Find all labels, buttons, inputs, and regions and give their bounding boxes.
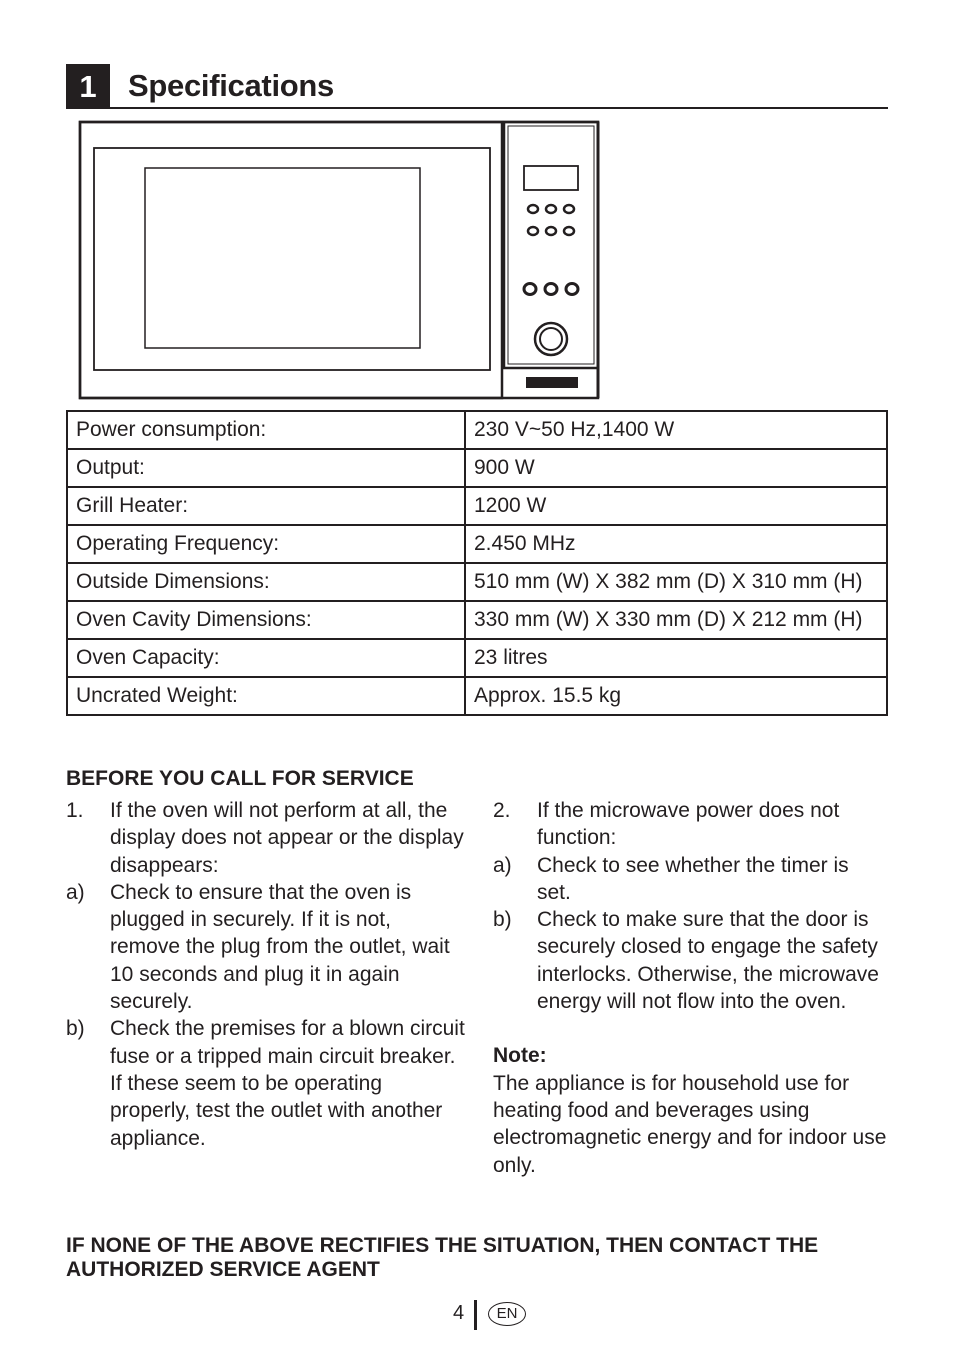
spec-label: Outside Dimensions: <box>67 563 465 601</box>
table-row <box>67 677 887 715</box>
spec-value: Approx. 15.5 kg <box>465 677 887 715</box>
list-text: Check to see whether the timer is set. <box>537 853 849 904</box>
table-row <box>67 487 887 525</box>
list-item <box>66 1015 466 1151</box>
language-badge: EN <box>488 1302 526 1326</box>
spec-value: 2.450 MHz <box>465 525 887 563</box>
list-item <box>493 852 888 907</box>
service-right-column <box>493 797 888 1179</box>
spec-value: 900 W <box>465 449 887 487</box>
list-marker: b) <box>493 908 512 932</box>
table-row <box>67 639 887 677</box>
spec-label: Oven Capacity: <box>67 639 465 677</box>
footer-divider <box>474 1300 477 1330</box>
section-number: 1 <box>66 64 110 109</box>
microwave-diagram <box>78 120 600 400</box>
list-marker: 1. <box>66 799 84 822</box>
service-section-title: BEFORE YOU CALL FOR SERVICE <box>66 767 414 790</box>
spec-label: Oven Cavity Dimensions: <box>67 601 465 639</box>
table-row <box>67 563 887 601</box>
service-left-column <box>66 797 466 1152</box>
table-row <box>67 449 887 487</box>
spec-value: 23 litres <box>465 639 887 677</box>
list-text: If the oven will not perform at all, the display does not appear or the display disappears: <box>110 799 464 877</box>
list-text: If the microwave power does not function: <box>537 799 840 850</box>
list-item <box>493 797 888 852</box>
list-text: Check the premises for a blown circuit fuse or a tripped main circuit breaker. If these seem to be operating properly, test the outlet with another appliance. <box>110 1017 465 1150</box>
note-text: The appliance is for household use for heating food and beverages using electromagnetic energy and for indoor use only. <box>493 1071 887 1177</box>
list-marker: b) <box>66 1017 85 1041</box>
list-item <box>66 797 466 879</box>
section-header <box>66 64 888 109</box>
spec-value: 330 mm (W) X 330 mm (D) X 212 mm (H) <box>465 601 887 639</box>
list-marker: a) <box>493 853 512 877</box>
table-row <box>67 601 887 639</box>
header-rule <box>66 107 888 109</box>
page-footer <box>0 1300 954 1328</box>
spec-label: Grill Heater: <box>67 487 465 525</box>
list-marker: 2. <box>493 799 511 822</box>
list-marker: a) <box>66 880 85 904</box>
note-title: Note: <box>493 1044 547 1068</box>
spec-value: 510 mm (W) X 382 mm (D) X 310 mm (H) <box>465 563 887 601</box>
spec-label: Output: <box>67 449 465 487</box>
list-text: Check to make sure that the door is securely closed to engage the safety interlocks. Otherwise, the microwave energy will not flow into the oven. <box>537 908 879 1014</box>
table-row <box>67 411 887 449</box>
spec-value: 1200 W <box>465 487 887 525</box>
list-text: Check to ensure that the oven is plugged in securely. If it is not, remove the plug from the outlet, wait 10 seconds and plug it in again securely. <box>110 880 450 1014</box>
specifications-table <box>66 410 888 716</box>
spec-label: Uncrated Weight: <box>67 677 465 715</box>
page-title: Specifications <box>128 68 334 103</box>
list-item <box>493 906 888 1015</box>
table-row <box>67 525 887 563</box>
spec-value: 230 V~50 Hz,1400 W <box>465 411 887 449</box>
list-item <box>66 879 466 1015</box>
contact-service-warning: IF NONE OF THE ABOVE RECTIFIES THE SITUATION, THEN CONTACT THE AUTHORIZED SERVICE AGENT <box>66 1234 819 1281</box>
page-number: 4 <box>453 1302 465 1324</box>
spec-label: Power consumption: <box>67 411 465 449</box>
spec-label: Operating Frequency: <box>67 525 465 563</box>
